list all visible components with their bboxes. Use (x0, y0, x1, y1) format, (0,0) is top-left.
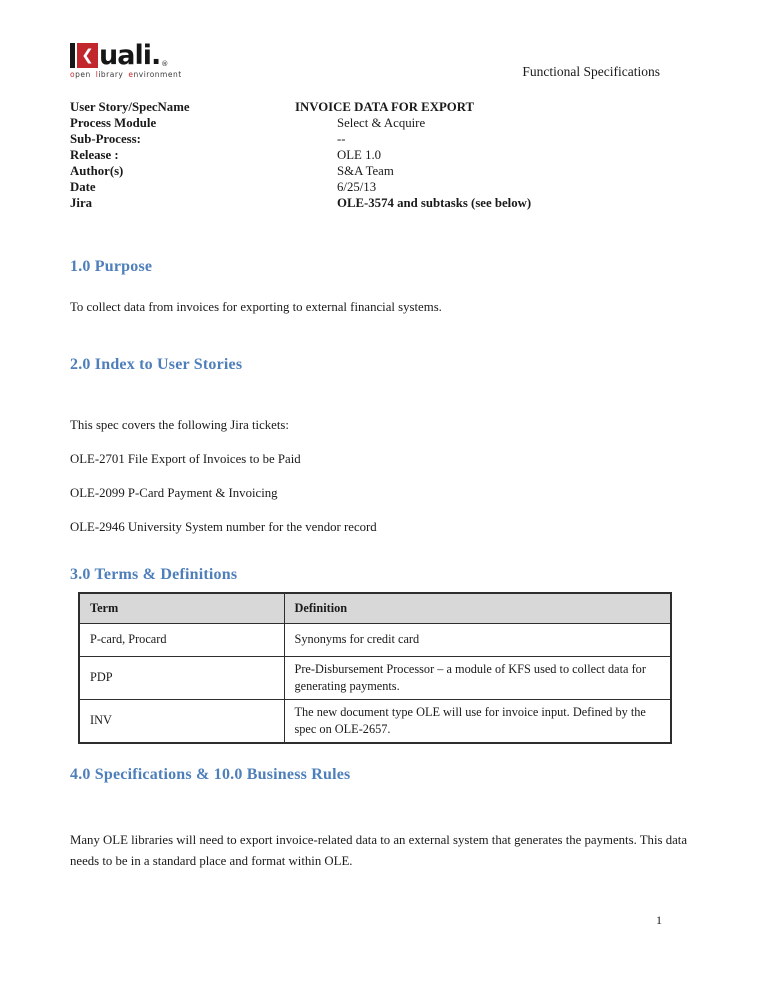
ticket-list-intro: This spec covers the following Jira tickets: (70, 418, 289, 432)
purpose-body: To collect data from invoices for exporting to external financial systems. (70, 300, 442, 314)
meta-row-jira (70, 195, 531, 211)
logo-k-stem (70, 43, 75, 68)
meta-row-sub-process (70, 131, 531, 147)
registered-mark: ® (161, 60, 169, 68)
meta-value: -- (337, 132, 346, 146)
heading-specifications: 4.0 Specifications & 10.0 Business Rules (70, 766, 351, 783)
term-cell: P-card, Procard (79, 623, 284, 656)
logo-brand-text: uali. (99, 40, 161, 71)
meta-value: OLE 1.0 (337, 148, 382, 162)
meta-row-process-module (70, 115, 531, 131)
table-row (79, 656, 671, 699)
meta-label: Process Module (70, 116, 157, 130)
kuali-ole-logo (70, 40, 182, 79)
meta-label: Jira (70, 196, 93, 210)
page-number: 1 (656, 913, 662, 927)
meta-row-date (70, 179, 531, 195)
ticket-ole-2099: OLE-2099 P-Card Payment & Invoicing (70, 486, 278, 500)
term-cell: INV (79, 699, 284, 743)
meta-value: S&A Team (337, 164, 394, 178)
column-header-definition: Definition (284, 593, 671, 623)
heading-purpose: 1.0 Purpose (70, 258, 153, 275)
meta-label: Date (70, 180, 96, 194)
meta-label: User Story/SpecName (70, 100, 190, 114)
meta-label: Author(s) (70, 164, 124, 178)
ticket-ole-2701: OLE-2701 File Export of Invoices to be Paid (70, 452, 301, 466)
meta-value-jira: OLE-3574 and subtasks (see below) (337, 196, 532, 210)
meta-label: Release : (70, 148, 119, 162)
table-row (79, 623, 671, 656)
table-row (79, 699, 671, 743)
document-type-header: Functional Specifications (522, 64, 660, 79)
heading-index: 2.0 Index to User Stories (70, 356, 243, 373)
tagline-word-library: library (95, 70, 124, 79)
definition-cell: Synonyms for credit card (284, 623, 671, 656)
logo-tagline (70, 70, 182, 79)
meta-row-authors (70, 163, 531, 179)
column-header-term: Term (79, 593, 284, 623)
meta-value: 6/25/13 (337, 180, 377, 194)
table-header-row (79, 593, 671, 623)
meta-label: Sub-Process: (70, 132, 141, 146)
spec-metadata (70, 99, 531, 211)
definition-cell: Pre-Disbursement Processor – a module of KFS used to collect data for generating payments. (284, 656, 671, 699)
meta-value: Select & Acquire (337, 116, 426, 130)
terms-definitions-table (78, 592, 672, 744)
term-cell: PDP (79, 656, 284, 699)
heading-terms: 3.0 Terms & Definitions (70, 566, 238, 583)
meta-value-title: INVOICE DATA FOR EXPORT (295, 100, 475, 114)
meta-row-release (70, 147, 531, 163)
tagline-word-open: open (70, 70, 91, 79)
kuali-k-icon: ❮ (77, 43, 98, 68)
definition-cell: The new document type OLE will use for invoice input. Defined by the spec on OLE-2657. (284, 699, 671, 743)
tagline-word-environment: environment (128, 70, 182, 79)
ticket-ole-2946: OLE-2946 University System number for the vendor record (70, 520, 377, 534)
specifications-body: Many OLE libraries will need to export invoice-related data to an external system that generates the payments. This data needs to be in a standard place and format within OLE. (70, 833, 688, 868)
meta-row-specname (70, 99, 531, 115)
jira-ticket-list (70, 417, 377, 553)
